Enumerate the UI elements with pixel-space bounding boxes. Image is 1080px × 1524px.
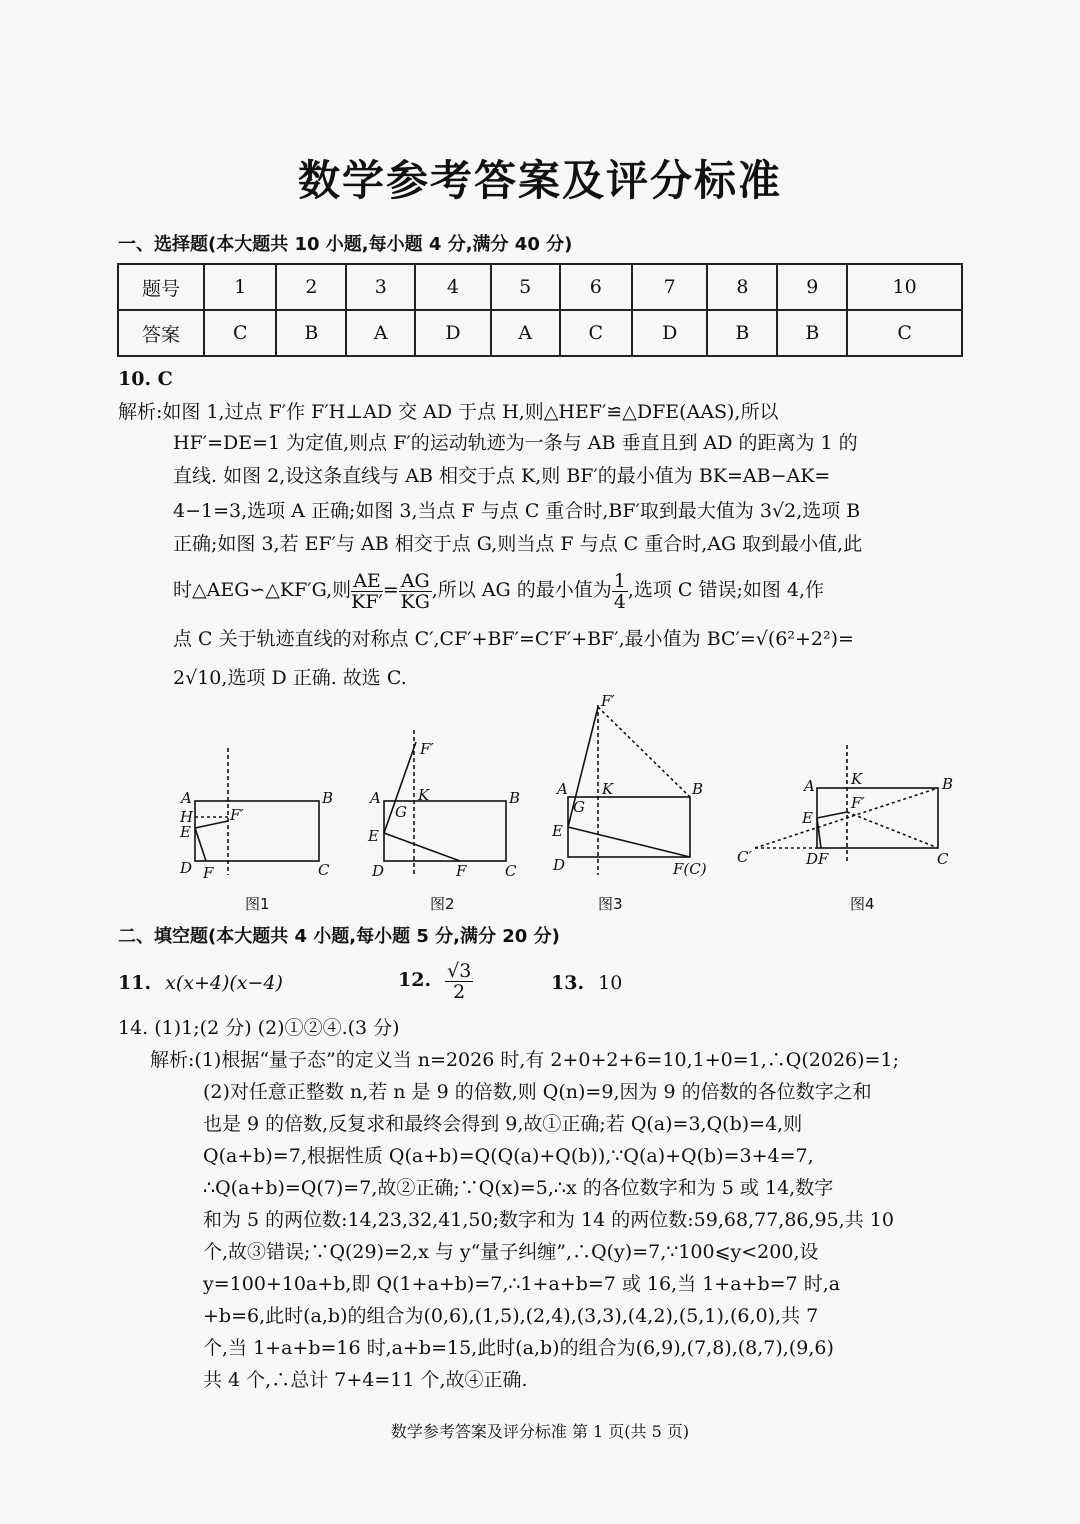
question-number: 12.: [398, 969, 432, 991]
point-label: F(C): [673, 860, 707, 878]
q14-line: 也是 9 的倍数,反复求和最终会得到 9,故①正确;若 Q(a)=3,Q(b)=4,则: [203, 1113, 803, 1135]
table-cell: 5: [491, 264, 560, 310]
point-label: D: [180, 859, 193, 877]
point-label: F′: [601, 692, 615, 710]
point-label: D: [553, 856, 566, 874]
question-10-answer: 10. C: [118, 368, 173, 390]
section-heading-choice: 一、选择题(本大题共 10 小题,每小题 4 分,满分 40 分): [118, 234, 573, 255]
question-13: [551, 966, 622, 1001]
point-label: F′: [230, 806, 244, 824]
fraction-denominator: 4: [613, 590, 626, 613]
q10-line: 正确;如图 3,若 EF′与 AB 相交于点 G,则当点 F 与点 C 重合时,AG 取到最小值,此: [173, 533, 863, 555]
figure-caption: 图1: [245, 895, 270, 913]
question-number: 11.: [118, 972, 152, 994]
question-number: 13.: [551, 972, 585, 994]
q14-line: y=100+10a+b,即 Q(1+a+b)=7,∴1+a+b=7 或 16,当 1+a+b=7 时,a: [203, 1273, 841, 1295]
fraction: [445, 961, 473, 1002]
table-cell: B: [707, 310, 777, 356]
question-14-answer: 14. (1)1;(2 分) (2)①②④.(3 分): [118, 1017, 400, 1039]
q14-line: +b=6,此时(a,b)的组合为(0,6),(1,5),(2,4),(3,3),(4,2),(5,1),(6,0),共 7: [203, 1305, 819, 1327]
fraction-denominator: KF′: [351, 590, 383, 613]
figure-1: [195, 748, 319, 875]
table-cell: 8: [707, 264, 777, 310]
point-label: D: [372, 862, 385, 880]
table-cell: A: [491, 310, 560, 356]
point-label: B: [942, 775, 954, 793]
fraction-numerator: AE: [351, 571, 383, 592]
question-11: [118, 966, 283, 1001]
point-label: K: [418, 786, 430, 804]
q14-line: ∴Q(a+b)=Q(7)=7,故②正确;∵Q(x)=5,∴x 的各位数字和为 5 或 14,数字: [203, 1177, 834, 1199]
page-title: 数学参考答案及评分标准: [297, 156, 782, 205]
answer: x(x+4)(x−4): [165, 972, 283, 994]
table-cell: D: [415, 310, 490, 356]
segment: [195, 828, 206, 861]
fraction: [612, 571, 628, 612]
table-cell: B: [777, 310, 847, 356]
q14-line: 共 4 个,∴总计 7+4=11 个,故④正确.: [203, 1369, 528, 1391]
point-label: B: [509, 789, 521, 807]
fraction: [399, 571, 432, 612]
point-label: G: [573, 798, 585, 816]
rectangle-abcd: [568, 797, 690, 857]
point-label: K: [602, 780, 614, 798]
question-12: [398, 956, 473, 1004]
point-label: E: [802, 809, 813, 827]
q10-line: HF′=DE=1 为定值,则点 F′的运动轨迹为一条与 AB 垂直且到 AD 的距离为 1 的: [173, 432, 858, 454]
point-label: C: [505, 862, 517, 880]
table-cell: C: [847, 310, 962, 356]
point-label: C: [937, 850, 949, 868]
q14-line: 个,当 1+a+b=16 时,a+b=15,此时(a,b)的组合为(6,9),(7,8),(8,7),(9,6): [203, 1337, 834, 1359]
table-cell: 4: [415, 264, 490, 310]
q10-line-fractions: [173, 568, 824, 612]
geometry-figures: [0, 690, 1080, 920]
table-cell: A: [346, 310, 415, 356]
table-cell: C: [560, 310, 632, 356]
point-label: DF: [806, 850, 829, 868]
point-label: A: [804, 777, 815, 795]
point-label: B: [322, 789, 334, 807]
q10-text: 时△AEG∽△KF′G,则: [173, 579, 352, 601]
fraction-numerator: 1: [613, 569, 626, 592]
equals-sign: =: [382, 579, 399, 601]
q14-line: (2)对任意正整数 n,若 n 是 9 的倍数,则 Q(n)=9,因为 9 的倍数的各位数字之和: [203, 1081, 872, 1103]
point-label: E: [180, 823, 191, 841]
fraction: [351, 571, 383, 612]
fraction-numerator: √3: [447, 959, 472, 982]
segment: [568, 827, 690, 857]
table-cell: D: [632, 310, 707, 356]
q10-line: 2√10,选项 D 正确. 故选 C.: [173, 667, 407, 689]
table-cell: C: [204, 310, 276, 356]
table-header-cell: 题号: [118, 264, 204, 310]
fraction-numerator: AG: [400, 569, 430, 592]
point-label: A: [557, 780, 568, 798]
point-label: F: [203, 864, 214, 882]
point-label: F: [456, 862, 467, 880]
figure-caption: 图4: [850, 895, 875, 913]
q10-text: ,选项 C 错误;如图 4,作: [627, 579, 825, 601]
point-label: B: [692, 780, 704, 798]
figure-caption: 图2: [430, 895, 455, 913]
segment: [384, 833, 460, 861]
table-cell: 1: [204, 264, 276, 310]
table-header-cell: 答案: [118, 310, 204, 356]
q14-line: 解析:(1)根据“量子态”的定义当 n=2026 时,有 2+0+2+6=10,1+0=1,∴Q(2026)=1;: [150, 1049, 899, 1071]
point-label: F′: [420, 740, 434, 758]
rectangle-abcd: [195, 801, 319, 861]
q10-line: 解析:如图 1,过点 F′作 F′H⊥AD 交 AD 于点 H,则△HEF′≌△DFE(AAS),所以: [118, 401, 779, 423]
section-heading-fill: 二、填空题(本大题共 4 小题,每小题 5 分,满分 20 分): [118, 926, 560, 947]
figure-caption: 图3: [598, 895, 623, 913]
table-cell: 2: [276, 264, 346, 310]
segment: [817, 812, 847, 818]
q10-text: ,所以 AG 的最小值为: [431, 579, 612, 601]
fraction-denominator: 2: [453, 980, 466, 1003]
table-cell: 9: [777, 264, 847, 310]
point-label: E: [552, 822, 563, 840]
q14-line: 和为 5 的两位数:14,23,32,41,50;数字和为 14 的两位数:59,68,77,86,95,共 10: [203, 1209, 894, 1231]
segment: [847, 812, 938, 848]
q14-line: Q(a+b)=7,根据性质 Q(a+b)=Q(Q(a)+Q(b)),∵Q(a)+Q(b)=3+4=7,: [203, 1145, 814, 1167]
rectangle-abcd: [817, 788, 938, 848]
point-label: H: [180, 808, 194, 826]
q10-line: 点 C 关于轨迹直线的对称点 C′,CF′+BF′=C′F′+BF′,最小值为 BC′=√(6²+2²)=: [173, 628, 854, 650]
figure-3: [568, 705, 690, 875]
point-label: F′: [851, 794, 865, 812]
fraction-denominator: KG: [400, 590, 430, 613]
point-label: A: [181, 789, 192, 807]
point-label: E: [368, 827, 379, 845]
answer: 10: [598, 972, 623, 994]
q14-line: 个,故③错误;∵Q(29)=2,x 与 y“量子纠缠”,∴Q(y)=7,∵100⩽y<200,设: [203, 1241, 819, 1263]
q10-line: 4−1=3,选项 A 正确;如图 3,当点 F 与点 C 重合时,BF′取到最大值为 3√2,选项 B: [173, 500, 861, 522]
table-cell: 7: [632, 264, 707, 310]
table-row: [118, 310, 962, 356]
point-label: G: [395, 803, 407, 821]
point-label: C: [318, 861, 330, 879]
table-cell: 6: [560, 264, 632, 310]
figure-4: [755, 745, 938, 862]
q10-line: 直线. 如图 2,设这条直线与 AB 相交于点 K,则 BF′的最小值为 BK=AB−AK=: [173, 465, 831, 487]
table-cell: B: [276, 310, 346, 356]
page-footer: 数学参考答案及评分标准 第 1 页(共 5 页): [390, 1422, 690, 1441]
answer-table: [117, 263, 963, 357]
table-cell: 10: [847, 264, 962, 310]
point-label: K: [851, 770, 863, 788]
point-label: A: [370, 789, 381, 807]
segment: [195, 821, 228, 828]
table-cell: 3: [346, 264, 415, 310]
point-label: C′: [737, 848, 752, 866]
table-row: [118, 264, 962, 310]
